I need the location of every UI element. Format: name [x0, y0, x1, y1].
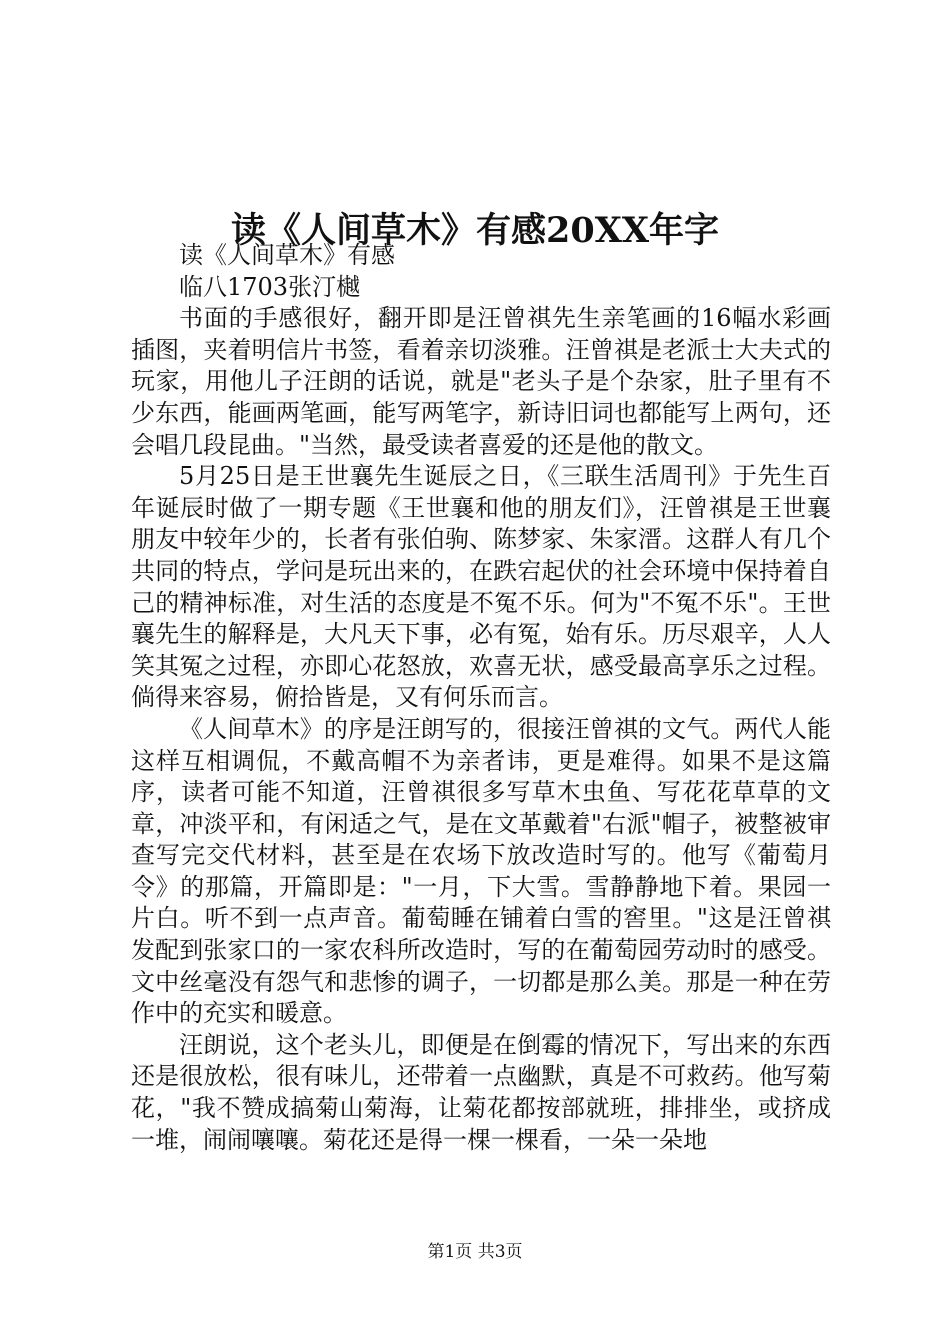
paragraph-heading: 读《人间草木》有感 — [179, 241, 395, 269]
paragraph-author: 临八1703张汀樾 — [179, 272, 361, 301]
paragraph: 书面的手感很好，翻开即是汪曾祺先生亲笔画的16幅水彩画插图，夹着明信片书签，看着亲切淡雅。汪曾祺是老派士大夫式的玩家，用他儿子汪朗的话说，就是"老头子是个杂家，肚子里有不少东西，能画两笔画，能写两笔字，新诗旧词也都能写上两句，还会唱几段昆曲。"当然，最受读者喜爱的还是他的散文。 — [131, 304, 831, 459]
paragraph: 汪朗说，这个老头儿，即便是在倒霉的情况下，写出来的东西还是很放松，很有味儿，还带着一点幽默，真是不可救药。他写菊花，"我不赞成搞菊山菊海，让菊花都按部就班，排排坐，或挤成一堆，闹闹嚷嚷。菊花还是得一棵一棵看，一朵一朵地 — [131, 1030, 831, 1154]
document-title: 读《人间草木》有感20XX年字 — [230, 210, 720, 252]
paragraph: 5月25日是王世襄先生诞辰之日，《三联生活周刊》于先生百年诞辰时做了一期专题《王世襄和他的朋友们》，汪曾祺是王世襄朋友中较年少的，长者有张伯驹、陈梦家、朱家溍。这群人有几个共同的特点，学问是玩出来的，在跌宕起伏的社会环境中保持着自己的精神标准，对生活的态度是不冤不乐。何为"不冤不乐"。王世襄先生的解释是，大凡天下事，必有冤，始有乐。历尽艰辛，人人笑其冤之过程，亦即心花怒放，欢喜无状，感受最高享乐之过程。倘得来容易，俯拾皆是，又有何乐而言。 — [131, 462, 831, 712]
document-body — [131, 240, 831, 1156]
paragraph: 《人间草木》的序是汪朗写的，很接汪曾祺的文气。两代人能这样互相调侃，不戴高帽不为亲者讳，更是难得。如果不是这篇序，读者可能不知道，汪曾祺很多写草木虫鱼、写花花草草的文章，冲淡平和，有闲适之气，是在文革戴着"右派"帽子，被整被审查写完交代材料，甚至是在农场下放改造时写的。他写《葡萄月令》的那篇，开篇即是："一月，下大雪。雪静静地下着。果园一片白。听不到一点声音。葡萄睡在铺着白雪的窖里。"这是汪曾祺发配到张家口的一家农科所改造时，写的在葡萄园劳动时的感受。文中丝毫没有怨气和悲惨的调子，一切都是那么美。那是一种在劳作中的充实和暖意。 — [131, 714, 831, 1028]
page-number-footer: 第1页 共3页 — [427, 1242, 523, 1262]
